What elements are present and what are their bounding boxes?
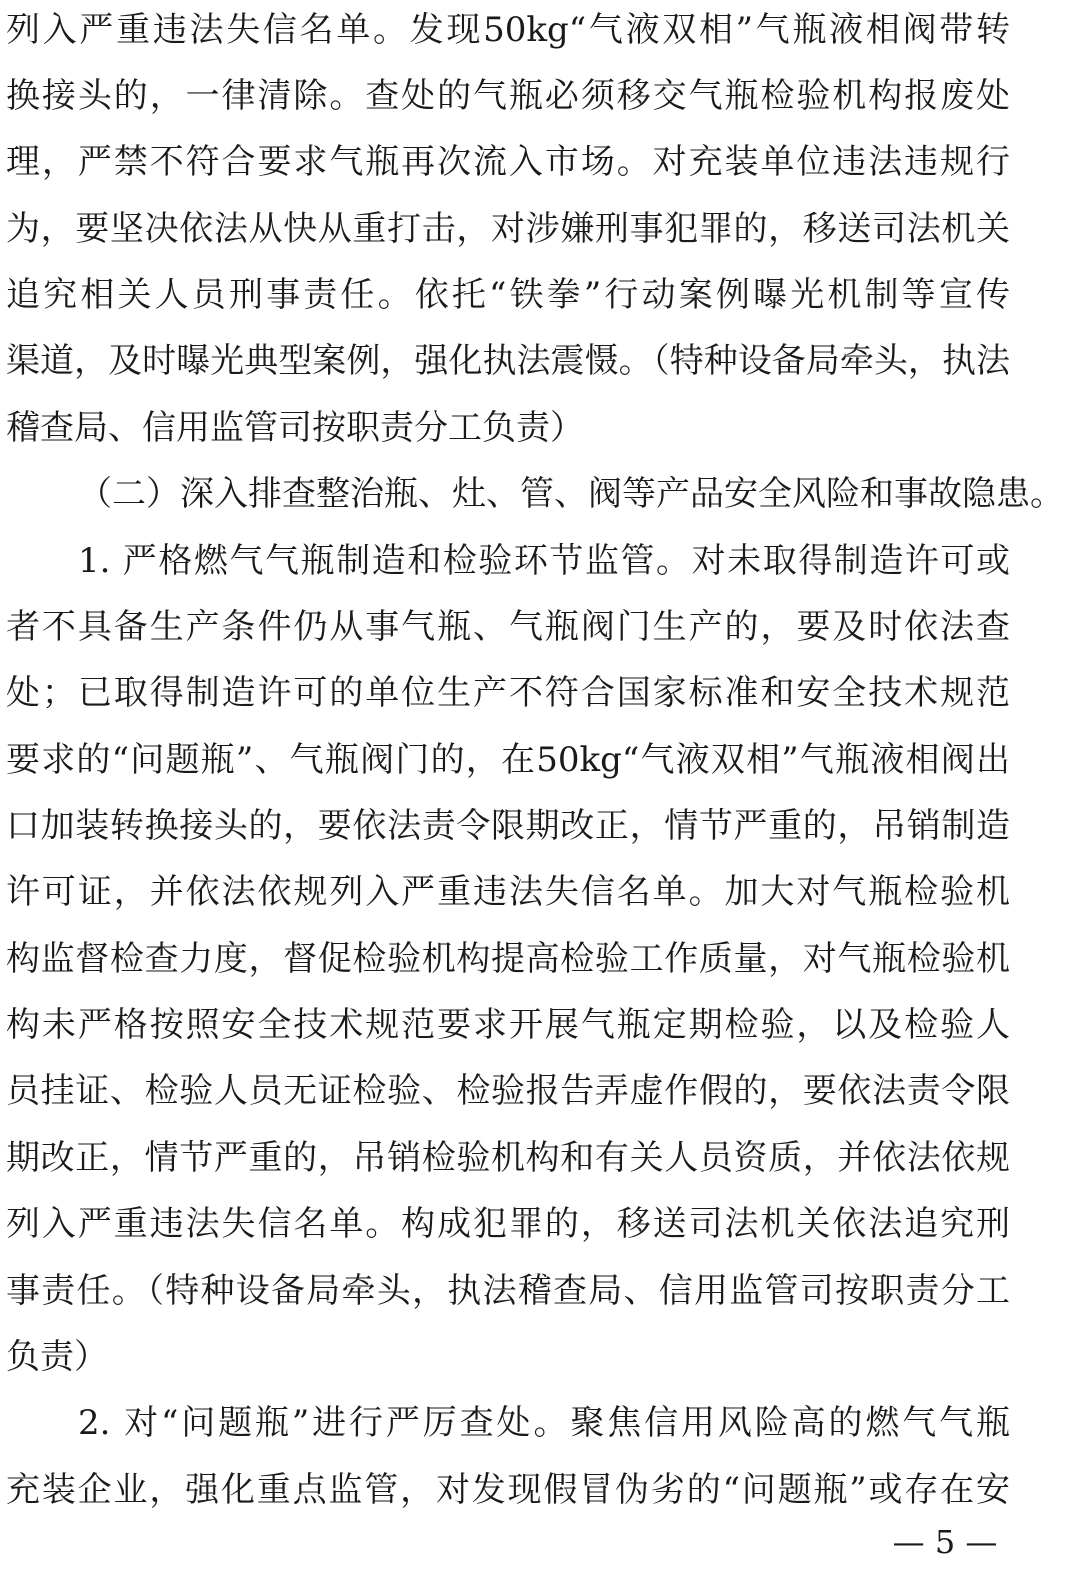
body-text-line: 换接头的，一律清除。查处的气瓶必须移交气瓶检验机构报废处 <box>6 76 1010 116</box>
body-text-line: 构未严格按照安全技术规范要求开展气瓶定期检验，以及检验人 <box>6 1005 1010 1045</box>
body-text-line: 负责） <box>6 1337 108 1377</box>
body-text-line: 期改正，情节严重的，吊销检验机构和有关人员资质，并依法依规 <box>6 1138 1010 1178</box>
body-text-line: 稽查局、信用监管司按职责分工负责） <box>6 408 584 448</box>
section-heading: （二）深入排查整治瓶、灶、管、阀等产品安全风险和事故隐患。 <box>78 474 1064 514</box>
body-text-line: 渠道，及时曝光典型案例，强化执法震慑。（特种设备局牵头，执法 <box>6 341 1010 381</box>
body-text-line: 列入严重违法失信名单。发现50kg“气液双相”气瓶液相阀带转 <box>6 10 1010 50</box>
body-text-line: 员挂证、检验人员无证检验、检验报告弄虚作假的，要依法责令限 <box>6 1071 1010 1111</box>
body-text-line: 为，要坚决依法从快从重打击，对涉嫌刑事犯罪的，移送司法机关 <box>6 209 1010 249</box>
body-text-line: 口加装转换接头的，要依法责令限期改正，情节严重的，吊销制造 <box>6 806 1010 846</box>
paragraph-first-line: 1. 严格燃气气瓶制造和检验环节监管。对未取得制造许可或 <box>78 541 1010 581</box>
body-text-line: 构监督检查力度，督促检验机构提高检验工作质量，对气瓶检验机 <box>6 939 1010 979</box>
body-text-line: 事责任。（特种设备局牵头，执法稽查局、信用监管司按职责分工 <box>6 1271 1010 1311</box>
body-text-line: 理，严禁不符合要求气瓶再次流入市场。对充装单位违法违规行 <box>6 142 1010 182</box>
body-text-line: 追究相关人员刑事责任。依托“铁拳”行动案例曝光机制等宣传 <box>6 275 1010 315</box>
body-text-line: 充装企业，强化重点监管，对发现假冒伪劣的“问题瓶”或存在安 <box>6 1470 1010 1510</box>
page-number: — 5 — <box>892 1523 998 1561</box>
body-text-line: 要求的“问题瓶”、气瓶阀门的，在50kg“气液双相”气瓶液相阀出 <box>6 740 1010 780</box>
body-text-line: 列入严重违法失信名单。构成犯罪的，移送司法机关依法追究刑 <box>6 1204 1010 1244</box>
body-text-line: 许可证，并依法依规列入严重违法失信名单。加大对气瓶检验机 <box>6 872 1010 912</box>
body-text-line: 者不具备生产条件仍从事气瓶、气瓶阀门生产的，要及时依法查 <box>6 607 1010 647</box>
paragraph-first-line: 2. 对“问题瓶”进行严厉查处。聚焦信用风险高的燃气气瓶 <box>78 1403 1010 1443</box>
body-text-line: 处；已取得制造许可的单位生产不符合国家标准和安全技术规范 <box>6 673 1010 713</box>
